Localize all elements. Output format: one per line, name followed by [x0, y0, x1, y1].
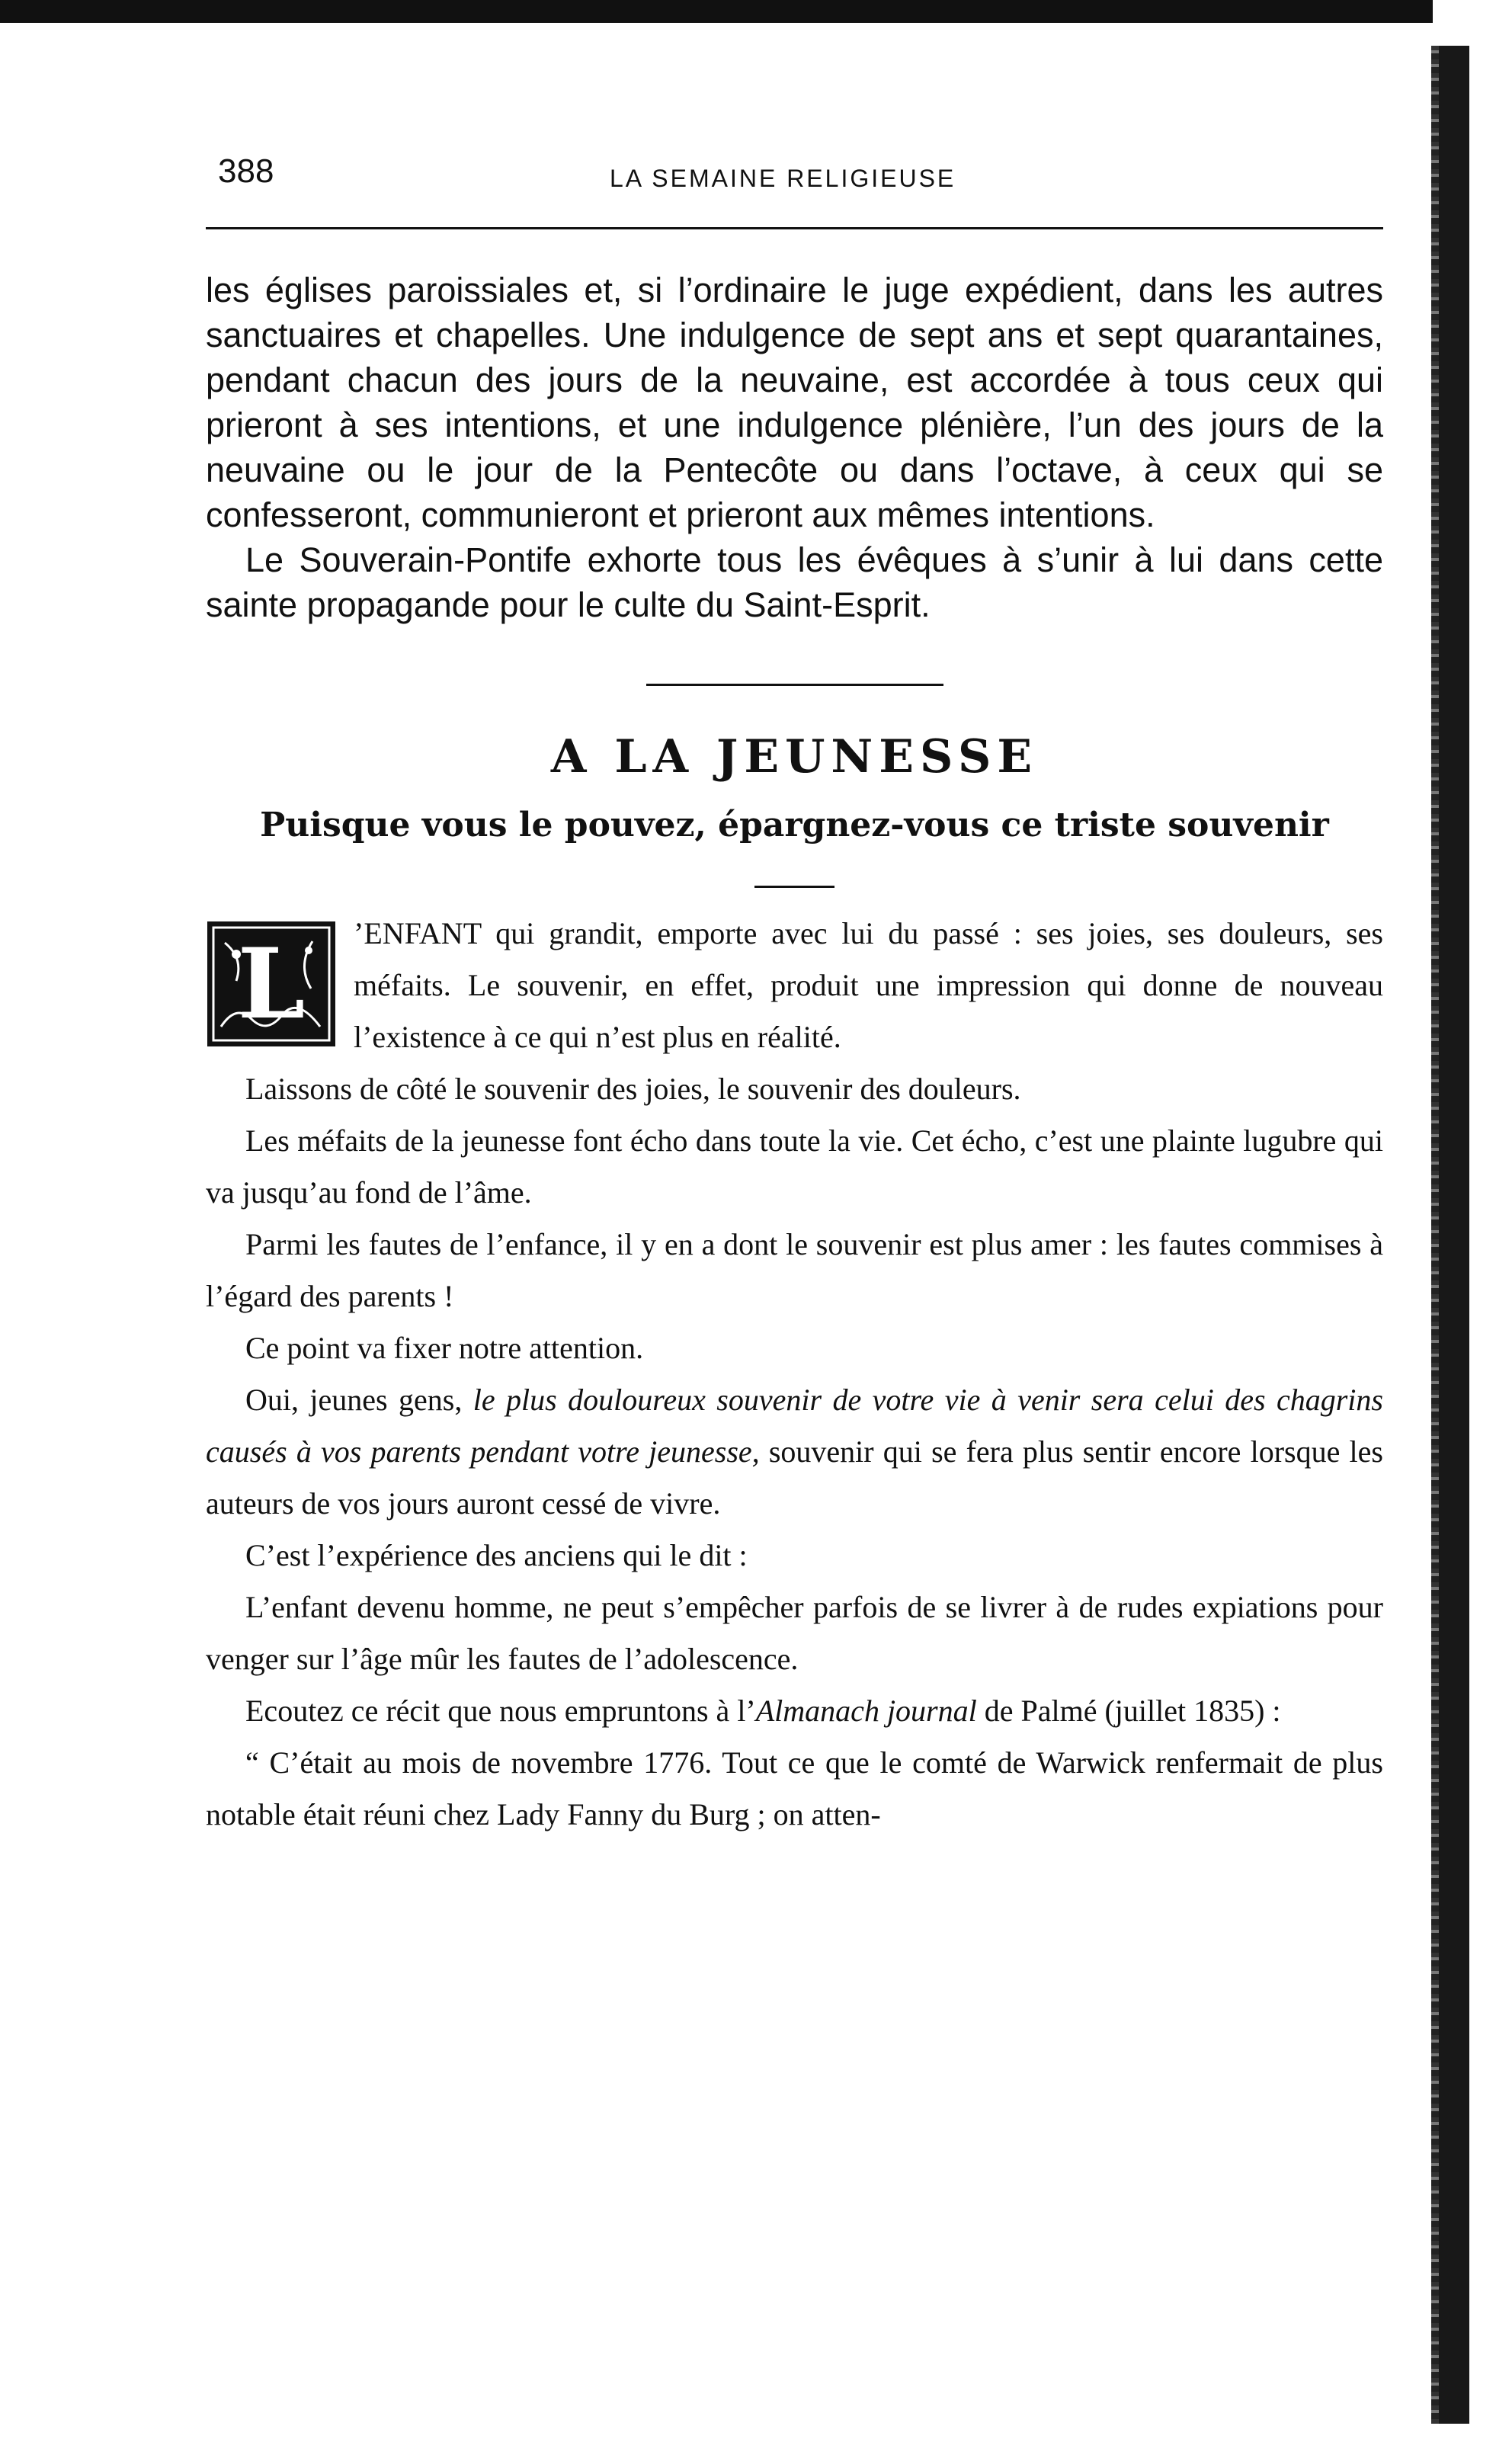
article-body — [206, 908, 1383, 1841]
intro-paragraph: Le Souverain-Pontife exhorte tous les évêques à s’unir à lui dans cette sainte propagande pour le culte du Saint-Esprit. — [206, 540, 1383, 624]
article-paragraph: Les méfaits de la jeunesse font écho dans toute la vie. Cet écho, c’est une plainte lugubre qui va jusqu’au fond de l’âme. — [206, 1123, 1383, 1210]
text-run: Ecoutez ce récit que nous empruntons à l’ — [245, 1694, 756, 1728]
intro-paragraph: les églises paroissiales et, si l’ordinaire le juge expédient, dans les autres sanctuaires et chapelles. Une indulgence de sept ans et sept quarantaines, pendant chacun des jours de la neuvaine, est accordée à tous ceux qui prieront à ses intentions, et une indulgence plénière, l’un des jours de la neuvaine ou le jour de la Pentecôte ou dans l’octave, à ceux qui se confesseront, communieront et prieront aux mêmes intentions. — [206, 271, 1383, 534]
article-paragraph: L’enfant devenu homme, ne peut s’empêcher parfois de se livrer à de rudes expiations pour venger sur l’âge mûr les fautes de l’adolescence. — [206, 1590, 1383, 1676]
article-paragraph: Laissons de côté le souvenir des joies, le souvenir des douleurs. — [245, 1072, 1021, 1106]
scan-top-border — [0, 0, 1433, 23]
article-paragraph: Ce point va fixer notre attention. — [245, 1331, 644, 1365]
italic-run: Almanach journal — [755, 1694, 977, 1728]
text-run: Oui, jeunes gens, — [245, 1383, 473, 1417]
scan-right-border — [1439, 46, 1469, 2424]
article-paragraph: “ C’était au mois de novembre 1776. Tout ce que le comté de Warwick renfermait de plus notable était réuni chez Lady Fanny du Burg ; on atten- — [206, 1745, 1383, 1832]
header-rule — [206, 227, 1383, 229]
article-paragraph: Parmi les fautes de l’enfance, il y en a dont le souvenir est plus amer : les fautes commises à l’égard des parents ! — [206, 1227, 1383, 1313]
section-title: A LA JEUNESSE — [550, 730, 1039, 784]
page-number: 388 — [218, 152, 274, 190]
article-paragraph: C’est l’expérience des anciens qui le dit : — [245, 1538, 748, 1572]
text-run: souvenir qui se fera plus sentir encore lorsque les auteurs de vos jours auront cessé de vivre. — [206, 1434, 1383, 1521]
section-subtitle: Puisque vous le pouvez, épargnez-vous ce triste souvenir — [260, 806, 1329, 844]
article-paragraph: ’ENFANT qui grandit, emporte avec lui du passé : ses joies, ses douleurs, ses méfaits. Le souvenir, en effet, produit une impression qui donne de nouveau l’existence à ce qui n’est plus en réalité. — [354, 916, 1383, 1054]
journal-title: LA SEMAINE RELIGIEUSE — [610, 165, 956, 192]
ornamental-dropcap — [206, 920, 337, 1048]
intro-text — [206, 268, 1383, 627]
section-divider — [646, 684, 943, 686]
subtitle-rule — [754, 886, 834, 888]
italic-run: le plus douloureux souvenir de votre vie à venir sera celui des chagrins causés à vos parents pendant votre jeunesse, — [206, 1383, 1383, 1469]
page — [206, 152, 1383, 1841]
text-run: de Palmé (juillet 1835) : — [976, 1694, 1281, 1728]
running-head — [206, 152, 1383, 198]
dropcap-letter: L — [237, 928, 306, 1040]
article-paragraph — [206, 1374, 1383, 1530]
article-paragraph — [206, 1685, 1383, 1737]
